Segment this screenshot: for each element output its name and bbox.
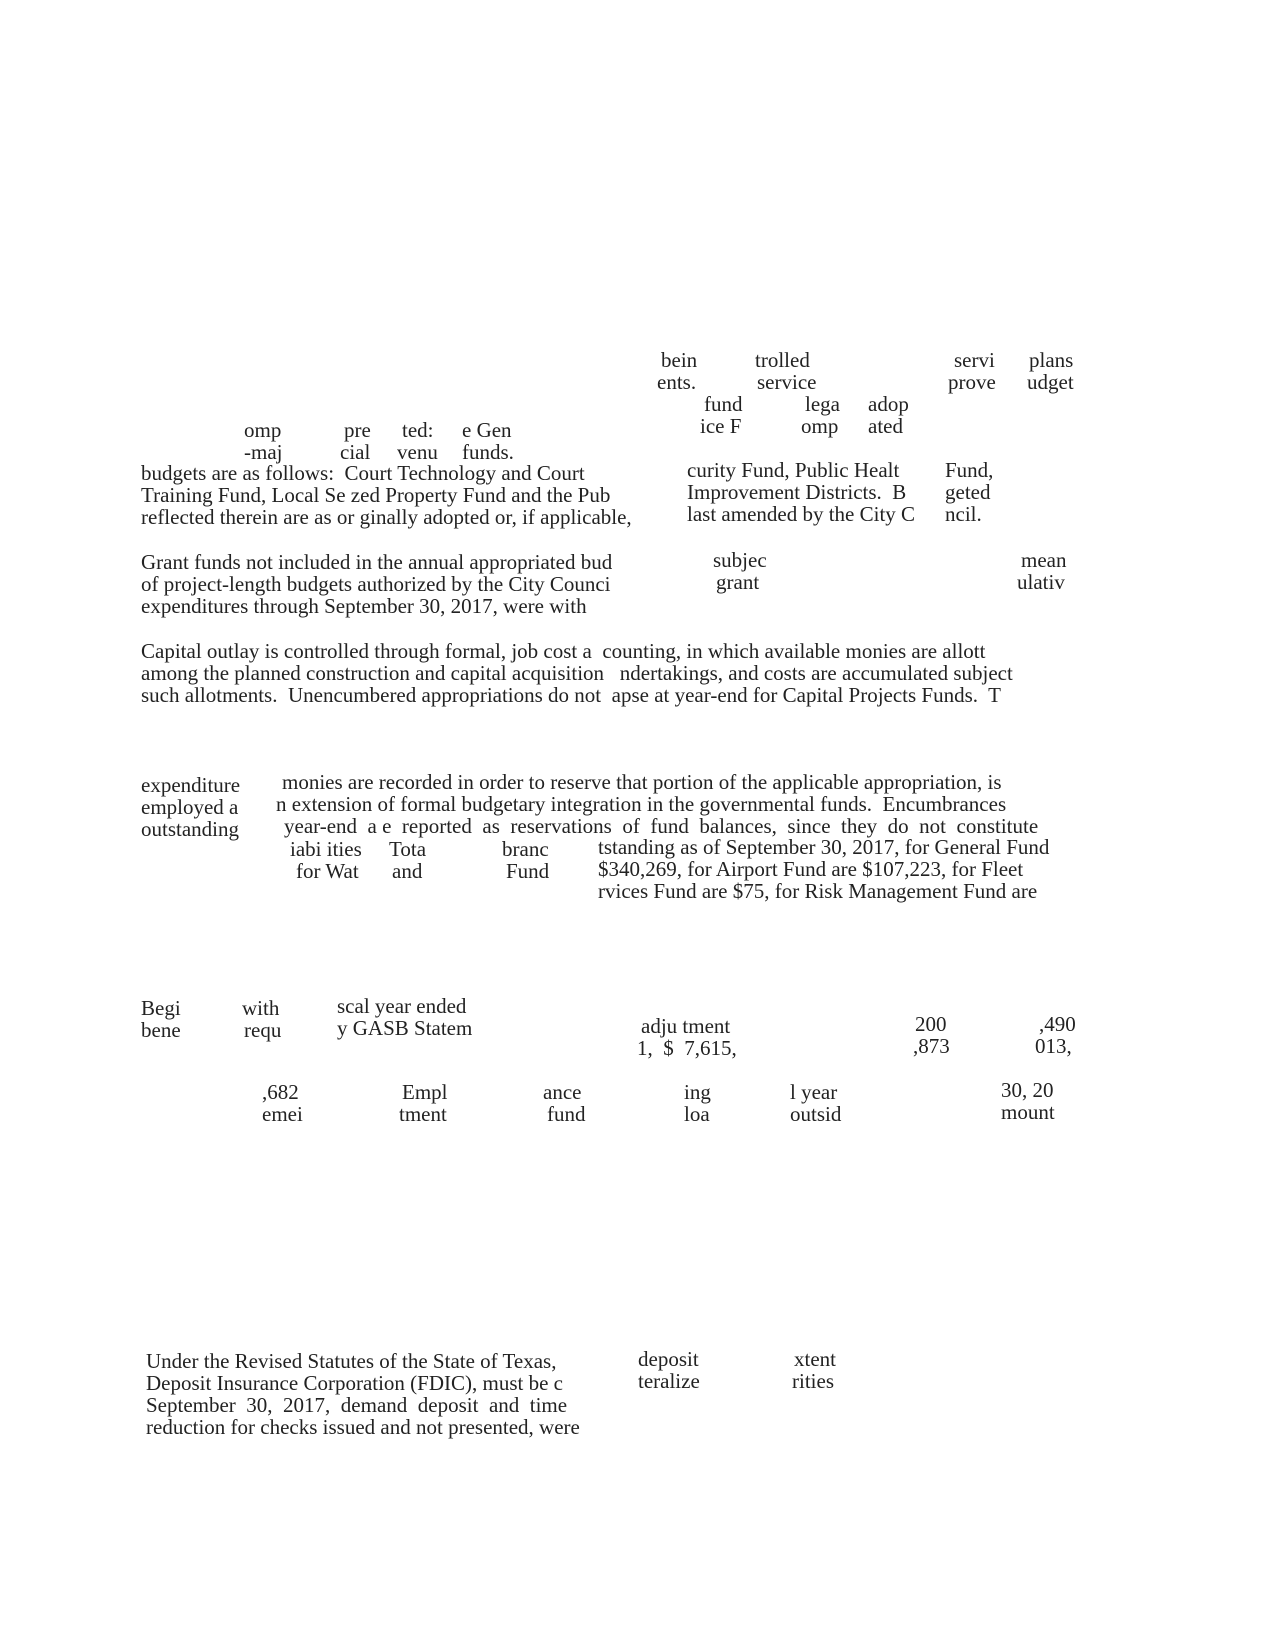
paragraph-line: year-end a e reported as reservations of fund balances, since they do not constitute <box>284 814 1039 838</box>
text-fragment: lega <box>805 392 840 416</box>
paragraph-line: among the planned construction and capital acquisition ndertakings, and costs are accumulated subject <box>141 661 1013 685</box>
text-fragment: deposit <box>638 1347 699 1371</box>
text-fragment: outstanding <box>141 817 239 841</box>
text-fragment: rities <box>792 1369 834 1393</box>
text-fragment: ulativ <box>1017 570 1065 594</box>
paragraph-line: budgets are as follows: Court Technology and Court <box>141 461 585 485</box>
text-fragment: service <box>757 370 817 394</box>
text-fragment: ance <box>543 1080 582 1104</box>
text-fragment: ncil. <box>945 502 982 526</box>
text-fragment: ,682 <box>262 1080 299 1104</box>
text-fragment: ,873 <box>913 1034 950 1058</box>
paragraph-line: expenditures through September 30, 2017, were with <box>141 594 587 618</box>
paragraph-line: such allotments. Unencumbered appropriations do not apse at year-end for Capital Projects Funds. T <box>141 683 1001 707</box>
paragraph-line: $340,269, for Airport Fund are $107,223, for Fleet <box>598 857 1024 881</box>
text-fragment: trolled <box>755 348 810 372</box>
text-fragment: teralize <box>638 1369 700 1393</box>
text-fragment: and <box>392 859 423 883</box>
text-fragment: venu <box>397 440 438 464</box>
text-fragment: adop <box>868 392 909 416</box>
text-fragment: tment <box>399 1102 447 1126</box>
text-fragment: Fund <box>506 859 550 883</box>
text-fragment: outsid <box>790 1102 842 1126</box>
text-fragment: ,490 <box>1039 1012 1076 1036</box>
paragraph-line: tstanding as of September 30, 2017, for General Fund <box>598 835 1050 859</box>
text-fragment: 30, 20 <box>1001 1078 1054 1102</box>
text-fragment: ated <box>868 414 903 438</box>
text-fragment: servi <box>954 348 995 372</box>
text-fragment: fund <box>704 392 743 416</box>
text-fragment: Tota <box>389 837 427 861</box>
text-fragment: udget <box>1027 370 1074 394</box>
text-fragment: ted: <box>402 418 434 442</box>
text-fragment: y GASB Statem <box>337 1016 473 1040</box>
text-fragment: iabi ities <box>290 837 362 861</box>
text-fragment: e Gen <box>462 418 512 442</box>
text-fragment: funds. <box>462 440 514 464</box>
text-fragment: ents. <box>657 370 697 394</box>
text-fragment: omp <box>801 414 839 438</box>
text-fragment: prove <box>948 370 996 394</box>
text-fragment: 1, $ 7,615, <box>637 1036 737 1060</box>
text-fragment: l year <box>790 1080 838 1104</box>
paragraph-line: reflected therein are as or ginally adopted or, if applicable, <box>141 505 632 529</box>
paragraph-line: reduction for checks issued and not presented, were <box>146 1415 580 1439</box>
text-fragment: mean <box>1021 548 1067 572</box>
text-fragment: mount <box>1001 1100 1055 1124</box>
text-fragment: 013, <box>1035 1034 1072 1058</box>
text-fragment: geted <box>945 480 991 504</box>
paragraph-line: n extension of formal budgetary integration in the governmental funds. Encumbrances <box>276 792 1007 816</box>
paragraph-line: last amended by the City C <box>687 502 916 526</box>
text-fragment: bene <box>141 1018 181 1042</box>
text-fragment: expenditure <box>141 773 241 797</box>
text-fragment: cial <box>340 440 371 464</box>
paragraph-line: Capital outlay is controlled through formal, job cost a counting, in which available monies are allott <box>141 639 986 663</box>
text-fragment: scal year ended <box>337 994 467 1018</box>
text-fragment: ice F <box>700 414 742 438</box>
text-fragment: with <box>242 996 280 1020</box>
text-fragment: emei <box>262 1102 303 1126</box>
paragraph-line: Grant funds not included in the annual appropriated bud <box>141 550 613 574</box>
paragraph-line: of project-length budgets authorized by the City Counci <box>141 572 611 596</box>
paragraph-line: rvices Fund are $75, for Risk Management Fund are <box>598 879 1038 903</box>
text-fragment: -maj <box>244 440 283 464</box>
text-fragment: omp <box>244 418 282 442</box>
paragraph-line: September 30, 2017, demand deposit and time <box>146 1393 568 1417</box>
text-fragment: for Wat <box>296 859 359 883</box>
text-fragment: plans <box>1029 348 1074 372</box>
paragraph-line: Deposit Insurance Corporation (FDIC), must be c <box>146 1371 563 1395</box>
text-fragment: bein <box>661 348 698 372</box>
text-fragment: ing <box>684 1080 711 1104</box>
text-fragment: 200 <box>915 1012 947 1036</box>
text-fragment: requ <box>244 1018 282 1042</box>
text-fragment: Empl <box>402 1080 448 1104</box>
paragraph-line: Under the Revised Statutes of the State of Texas, <box>146 1349 557 1373</box>
text-fragment: pre <box>344 418 371 442</box>
text-fragment: fund <box>547 1102 586 1126</box>
paragraph-line: Training Fund, Local Se zed Property Fund and the Pub <box>141 483 611 507</box>
text-fragment: Begi <box>141 996 181 1020</box>
text-fragment: employed a <box>141 795 239 819</box>
text-fragment: grant <box>716 570 760 594</box>
text-fragment: Fund, <box>945 458 994 482</box>
paragraph-line: Improvement Districts. B <box>687 480 907 504</box>
paragraph-line: monies are recorded in order to reserve that portion of the applicable appropriation, is <box>282 770 1002 794</box>
text-fragment: subjec <box>713 548 767 572</box>
text-fragment: branc <box>502 837 549 861</box>
paragraph-line: curity Fund, Public Healt <box>687 458 900 482</box>
text-fragment: loa <box>684 1102 710 1126</box>
text-fragment: adju tment <box>641 1014 731 1038</box>
text-fragment: xtent <box>794 1347 836 1371</box>
